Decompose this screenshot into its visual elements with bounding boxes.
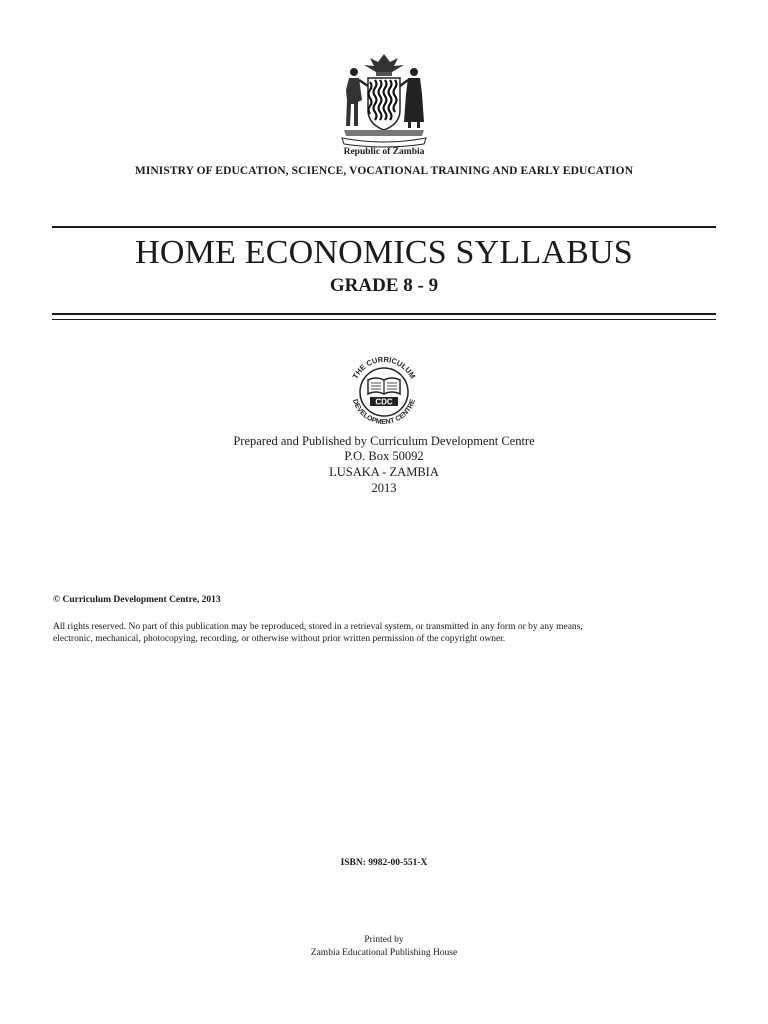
- cdc-ring-bottom-text: DEVELOPMENT CENTRE: [351, 398, 417, 426]
- top-divider: [52, 226, 716, 228]
- cdc-ring-top-text: THE CURRICULUM: [350, 354, 418, 381]
- publisher-city: LUSAKA - ZAMBIA: [329, 465, 439, 479]
- bottom-divider-thick: [52, 313, 716, 315]
- bottom-divider-thin: [52, 319, 716, 320]
- document-subtitle: GRADE 8 - 9: [329, 275, 439, 296]
- rights-line: electronic, mechanical, photocopying, recording, or otherwise without prior written permission of the copyright owner.: [53, 634, 506, 644]
- rights-line: All rights reserved. No part of this publication may be reproduced, stored in a retrieval system, or transmitted in any form or by any means,: [53, 622, 583, 632]
- ministry-heading: MINISTRY OF EDUCATION, SCIENCE, VOCATIONAL TRAINING AND EARLY EDUCATION: [134, 165, 634, 177]
- zambia-coat-of-arms-icon: [334, 50, 434, 148]
- cdc-logo-label: CDC: [375, 397, 393, 407]
- publisher-line: Prepared and Published by Curriculum Development Centre: [233, 434, 535, 448]
- printer-name: Zambia Educational Publishing House: [310, 948, 458, 958]
- republic-label: Republic of Zambia: [343, 147, 425, 157]
- rights-statement: [53, 621, 703, 645]
- publisher-address: P.O. Box 50092: [344, 449, 424, 463]
- printed-by-label: Printed by: [364, 935, 404, 945]
- document-title: HOME ECONOMICS SYLLABUS: [135, 234, 633, 271]
- isbn-number: ISBN: 9982-00-551-X: [340, 858, 428, 868]
- cdc-logo-icon: [342, 352, 426, 426]
- publication-year: 2013: [371, 481, 397, 495]
- copyright-notice: © Curriculum Development Centre, 2013: [53, 595, 221, 605]
